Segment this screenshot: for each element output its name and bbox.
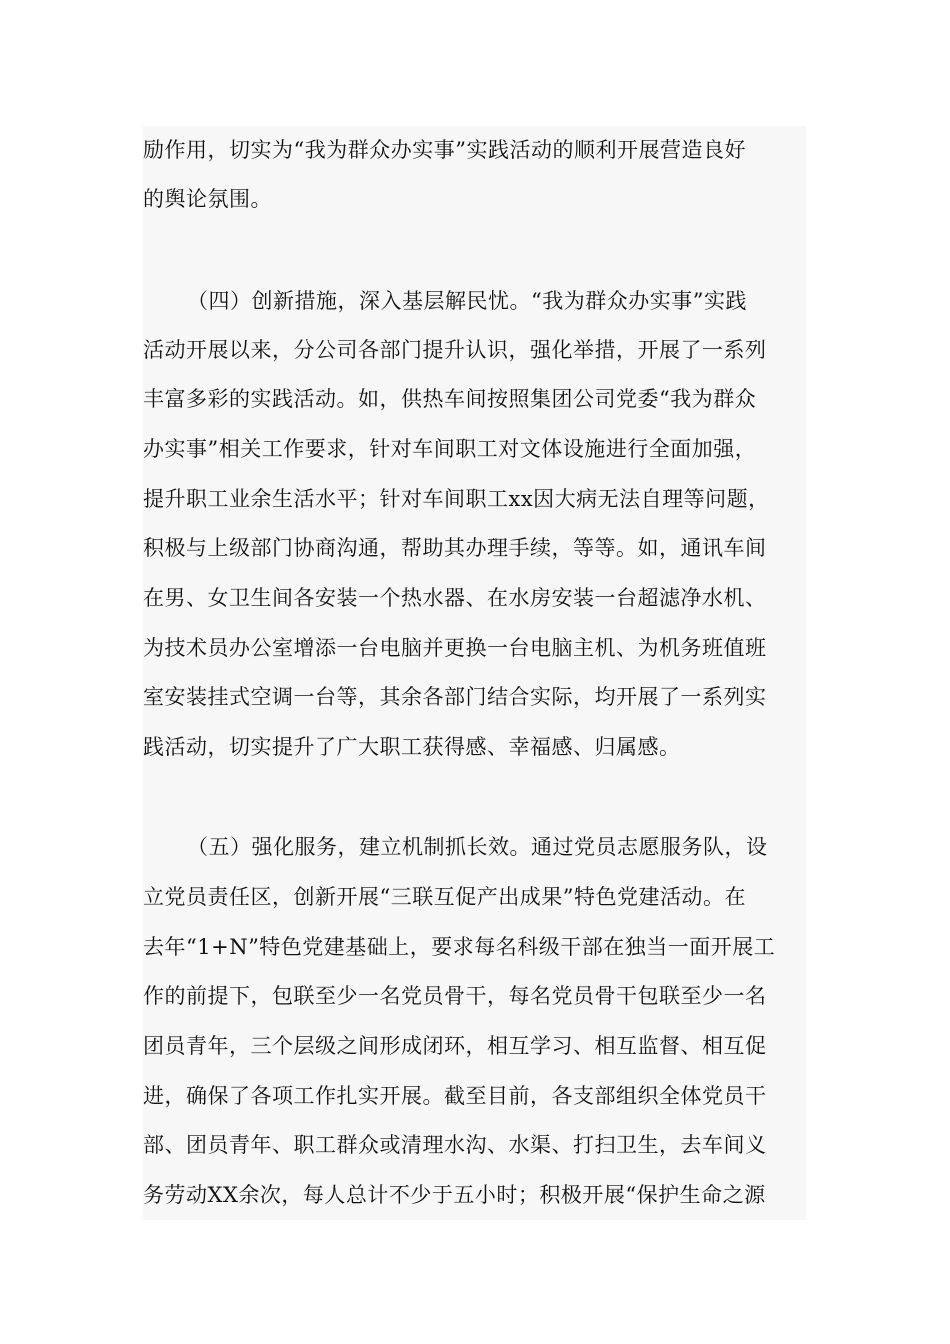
text-line: 为技术员办公室增添一台电脑并更换一台电脑主机、为机务班值班 <box>143 636 767 660</box>
text-line: 室安装挂式空调一台等，其余各部门结合实际，均开展了一系列实 <box>143 685 767 709</box>
text-line: 丰富多彩的实践活动。如，供热车间按照集团公司党委“我为群众 <box>143 387 757 411</box>
text-line: 进，确保了各项工作扎实开展。截至目前，各支部组织全体党员干 <box>143 1084 767 1108</box>
text-line: 提升职工业余生活水平；针对车间职工xx因大病无法自理等问题， <box>143 487 770 511</box>
text-line: 的舆论氛围。 <box>143 187 272 211</box>
text-line: 务劳动XX余次，每人总计不少于五小时；积极开展“保护生命之源 <box>143 1183 766 1207</box>
text-line: 团员青年，三个层级之间形成闭环，相互学习、相互监督、相互促 <box>143 1034 767 1058</box>
paragraph-heading-line: （四）创新措施，深入基层解民忧。“我为群众办实事”实践 <box>187 289 747 313</box>
text-line: 部、团员青年、职工群众或清理水沟、水渠、打扫卫生，去车间义 <box>143 1133 767 1157</box>
text-line: 活动开展以来，分公司各部门提升认识，强化举措，开展了一系列 <box>143 338 767 362</box>
text-line: 办实事”相关工作要求，针对车间职工对文体设施进行全面加强， <box>143 437 757 461</box>
paragraph-heading-line: （五）强化服务，建立机制抓长效。通过党员志愿服务队，设 <box>187 835 768 859</box>
text-line: 立党员责任区，创新开展“三联互促产出成果”特色党建活动。在 <box>143 885 746 909</box>
text-line: 积极与上级部门协商沟通，帮助其办理手续，等等。如，通讯车间 <box>143 536 767 560</box>
text-line: 作的前提下，包联至少一名党员骨干，每名党员骨干包联至少一名 <box>143 984 767 1008</box>
document-page <box>143 126 806 1220</box>
text-line: 践活动，切实提升了广大职工获得感、幸福感、归属感。 <box>143 735 681 759</box>
text-line: 励作用，切实为“我为群众办实事”实践活动的顺利开展营造良好 <box>143 138 746 162</box>
text-line: 去年“1+N”特色党建基础上，要求每名科级干部在独当一面开展工 <box>143 935 776 959</box>
text-line: 在男、女卫生间各安装一个热水器、在水房安装一台超滤净水机、 <box>143 586 767 610</box>
